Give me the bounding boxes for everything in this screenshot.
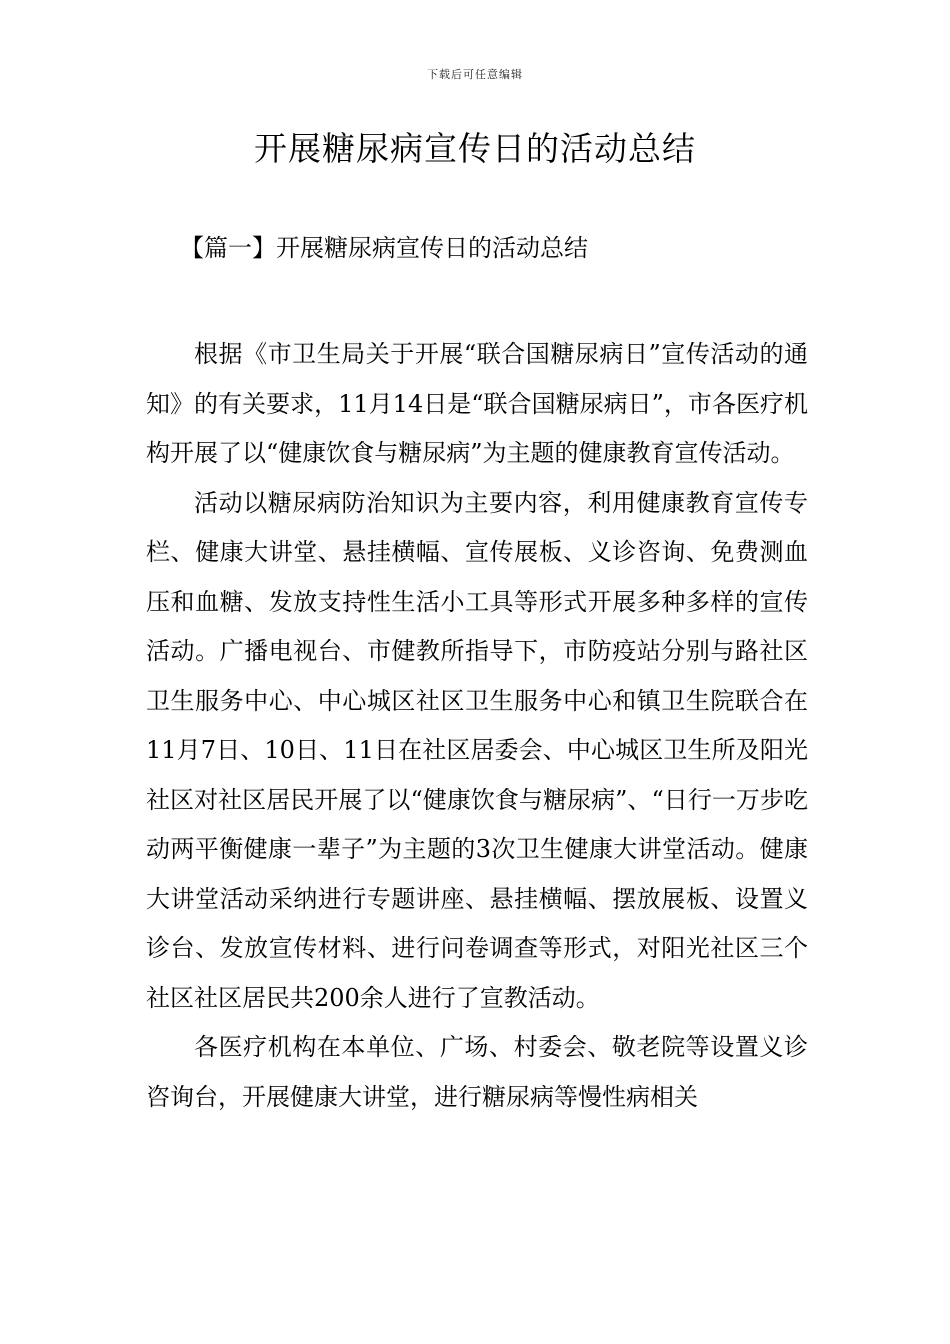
document-body [146,330,808,1122]
document-title: 开展糖尿病宣传日的活动总结 [254,129,696,168]
paragraph: 活动以糖尿病防治知识为主要内容，利用健康教育宣传专栏、健康大讲堂、悬挂横幅、宣传展板、义诊咨询、免费测血压和血糖、发放支持性生活小工具等形式开展多种多样的宣传活动。广播电视台、市健教所指导下，市防疫站分别与路社区卫生服务中心、中心城区社区卫生服务中心和镇卫生院联合在11月7日、10日、11日在社区居委会、中心城区卫生所及阳光社区对社区居民开展了以“健康饮食与糖尿病”、“日行一万步吃动两平衡健康一辈子”为主题的3次卫生健康大讲堂活动。健康大讲堂活动采纳进行专题讲座、悬挂横幅、摆放展板、设置义诊台、发放宣传材料、进行问卷调查等形式，对阳光社区三个社区社区居民共200余人进行了宣教活动。 [146,488,808,1012]
section-heading: 【篇一】开展糖尿病宣传日的活动总结 [180,234,588,262]
header-note: 下载后可任意编辑 [427,68,523,81]
paragraph: 各医疗机构在本单位、广场、村委会、敬老院等设置义诊咨询台，开展健康大讲堂，进行糖尿病等慢性病相关 [146,1033,808,1111]
paragraph: 根据《市卫生局关于开展“联合国糖尿病日”宣传活动的通知》的有关要求，11月14日是“联合国糖尿病日”，市各医疗机构开展了以“健康饮食与糖尿病”为主题的健康教育宣传活动。 [146,340,808,467]
